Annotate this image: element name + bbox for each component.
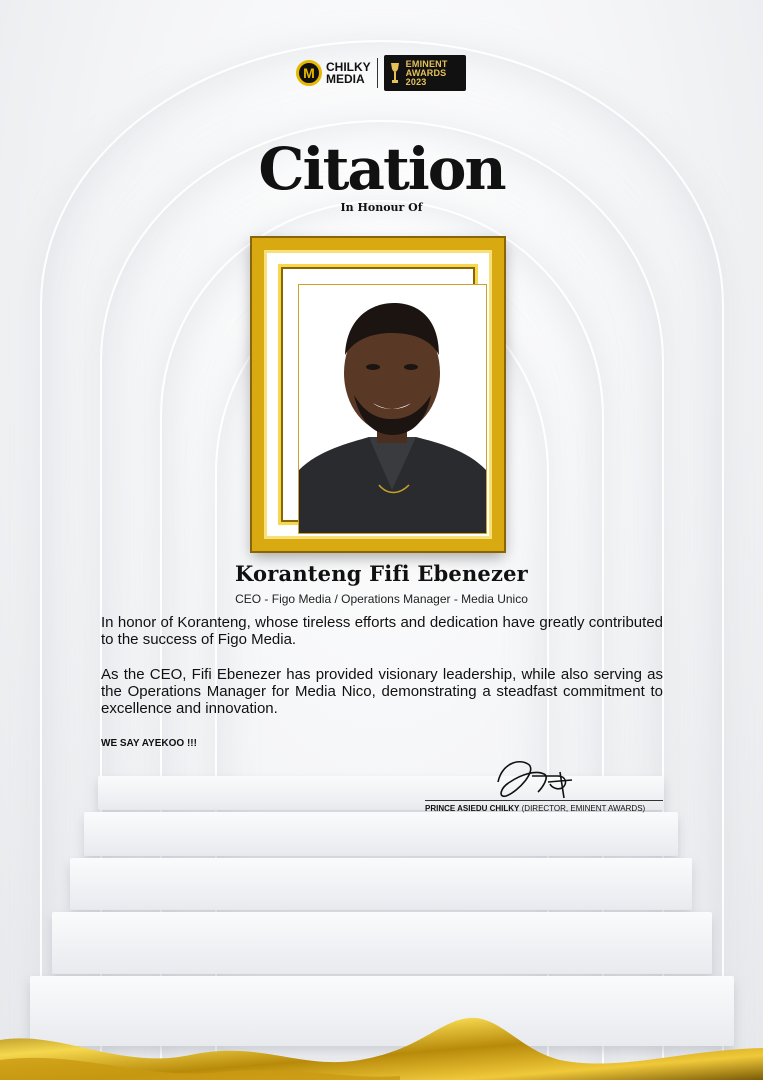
gold-ribbon — [0, 1010, 763, 1080]
stair-step — [84, 812, 678, 856]
stair-step — [70, 858, 692, 910]
citation-paragraph-1: In honor of Koranteng, whose tireless efforts and dedication have greatly contributed to the success of Figo Media. — [101, 614, 663, 648]
signer-title: (DIRECTOR, EMINENT AWARDS) — [521, 804, 646, 813]
honoree-portrait — [298, 284, 487, 534]
eminent-awards-badge — [384, 55, 466, 91]
chilky-media-logo — [296, 60, 371, 86]
logo-letter: M — [303, 65, 315, 81]
chilky-media-logo-icon — [296, 60, 322, 86]
citation-subtitle: In Honour Of — [340, 201, 423, 214]
ornate-gold-frame — [252, 238, 504, 551]
honoree-role: CEO - Figo Media / Operations Manager - Media Unico — [235, 592, 528, 606]
award-text — [406, 60, 448, 87]
citation-title: Citation — [258, 135, 505, 203]
citation-paragraph-2: As the CEO, Fifi Ebenezer has provided visionary leadership, while also serving as the Operations Manager for Media Nico, demonstrating a steadfast commitment to excellence and innovation. — [101, 666, 663, 717]
award-year: 2023 — [405, 76, 427, 87]
stair-step — [52, 912, 712, 974]
trophy-icon — [390, 61, 400, 85]
chilky-media-wordmark — [326, 61, 371, 85]
honoree-name: Koranteng Fifi Ebenezer — [235, 561, 528, 586]
brand-primary: CHILKY — [326, 60, 371, 74]
closing-line: WE SAY AYEKOO !!! — [101, 738, 197, 749]
signature-line — [425, 800, 663, 801]
signer — [425, 804, 645, 813]
signer-name: PRINCE ASIEDU CHILKY — [425, 804, 520, 813]
portrait-illustration — [299, 285, 486, 533]
header-logos — [296, 54, 466, 92]
brand-secondary: MEDIA — [326, 72, 365, 86]
signature-mark — [488, 752, 588, 804]
award-line1: EMINENT — [405, 58, 448, 69]
logo-divider — [377, 58, 378, 88]
award-line2: AWARDS — [405, 67, 447, 78]
